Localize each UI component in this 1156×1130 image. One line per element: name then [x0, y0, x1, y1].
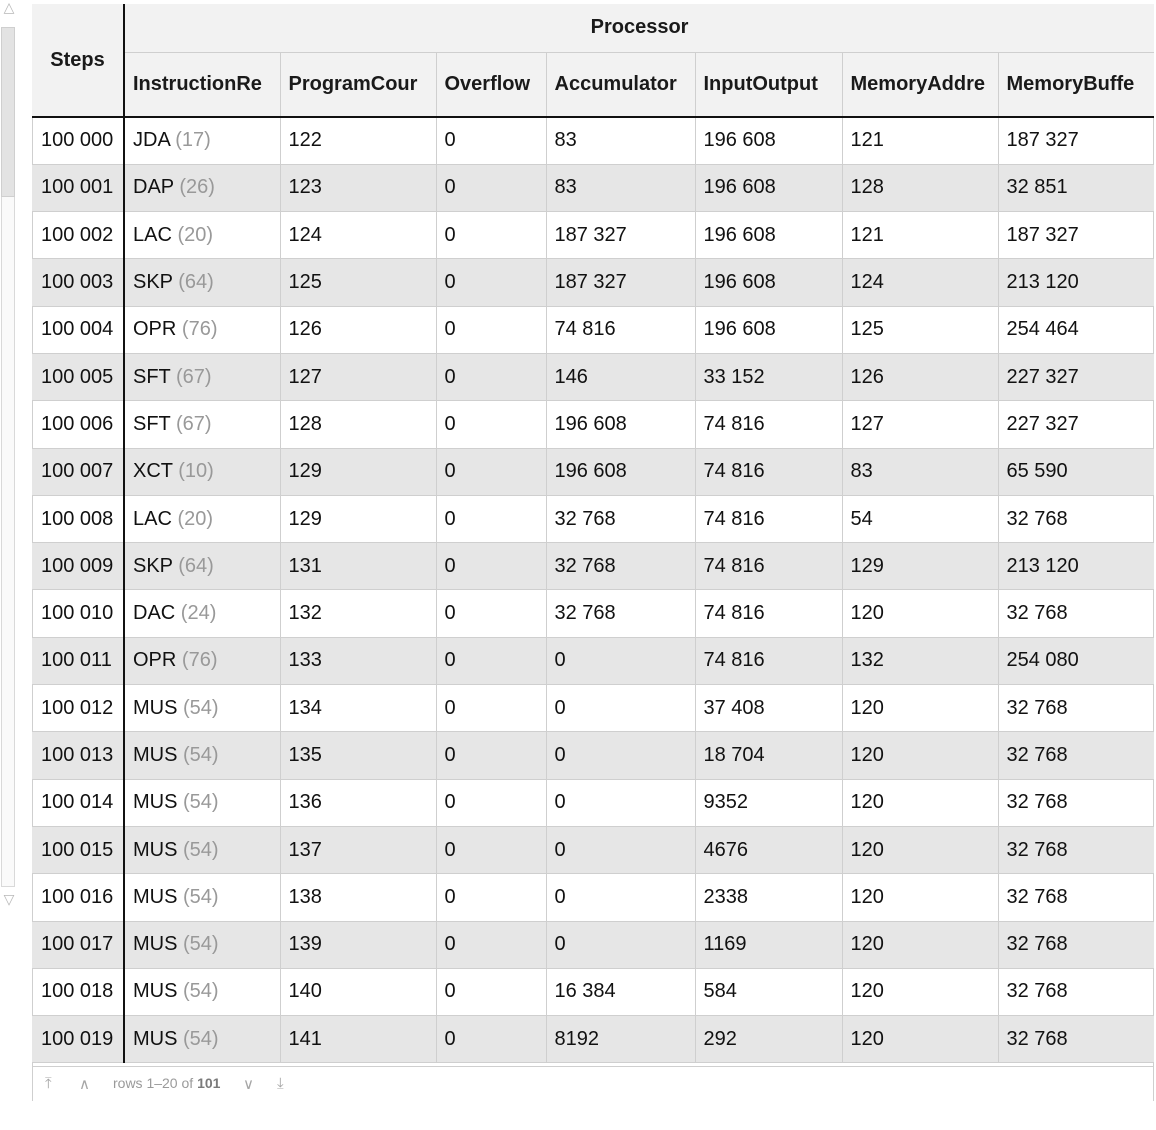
instruction-mnemonic: MUS [133, 744, 178, 766]
memory-buffer-cell: 32 768 [998, 968, 1154, 1015]
accumulator-cell: 0 [546, 732, 695, 779]
instruction-code: (26) [179, 176, 215, 199]
table-row [32, 637, 1154, 684]
instruction-cell [124, 732, 280, 779]
input-output-cell: 196 608 [695, 117, 842, 164]
step-cell: 100 010 [32, 590, 124, 637]
vertical-scrollbar[interactable] [0, 0, 18, 915]
accumulator-cell: 187 327 [546, 259, 695, 306]
table-row [32, 921, 1154, 968]
table-row [32, 353, 1154, 400]
overflow-cell: 0 [436, 259, 546, 306]
instruction-mnemonic: MUS [133, 696, 178, 719]
overflow-cell: 0 [436, 732, 546, 779]
instruction-cell [124, 117, 280, 164]
memory-buffer-cell: 213 120 [998, 259, 1154, 306]
input-output-cell: 74 816 [695, 495, 842, 542]
program-counter-cell: 131 [280, 543, 436, 590]
instruction-code: (64) [178, 554, 214, 577]
input-output-cell: 74 816 [695, 637, 842, 684]
memory-address-cell: 120 [842, 874, 998, 921]
input-output-cell: 1169 [695, 921, 842, 968]
table-row [32, 306, 1154, 353]
rows-total: 101 [197, 1075, 221, 1091]
memory-buffer-cell: 187 327 [998, 117, 1154, 164]
instruction-code: (54) [183, 838, 219, 861]
pagination-footer [33, 1066, 1153, 1101]
overflow-cell: 0 [436, 921, 546, 968]
memory-address-cell: 121 [842, 117, 998, 164]
memory-address-cell: 120 [842, 921, 998, 968]
memory-address-cell: 125 [842, 306, 998, 353]
step-cell: 100 006 [32, 401, 124, 448]
step-cell: 100 017 [32, 921, 124, 968]
rows-count [113, 1075, 220, 1091]
last-page-icon[interactable]: ⤓ [277, 1075, 284, 1092]
step-cell: 100 000 [32, 117, 124, 164]
memory-buffer-cell: 32 768 [998, 495, 1154, 542]
memory-buffer-cell: 32 768 [998, 874, 1154, 921]
program-counter-cell: 141 [280, 1016, 436, 1063]
step-cell: 100 007 [32, 448, 124, 495]
step-cell: 100 011 [32, 637, 124, 684]
instruction-code: (24) [180, 602, 217, 625]
instruction-cell [124, 779, 280, 826]
overflow-cell: 0 [436, 164, 546, 211]
accumulator-cell: 0 [546, 637, 695, 684]
rows-label: rows 1–20 of [113, 1075, 194, 1091]
instruction-mnemonic: JDA [133, 129, 170, 152]
instruction-cell [124, 164, 280, 211]
next-page-icon[interactable]: ∨ [243, 1076, 254, 1093]
memory-address-cell: 132 [842, 637, 998, 684]
instruction-code: (76) [181, 649, 218, 672]
memory-buffer-cell: 32 768 [998, 590, 1154, 637]
accumulator-cell: 0 [546, 779, 695, 826]
input-output-cell: 74 816 [695, 448, 842, 495]
accumulator-cell: 8192 [546, 1016, 695, 1063]
instruction-mnemonic: LAC [133, 223, 172, 246]
memory-address-cell: 128 [842, 164, 998, 211]
accumulator-cell: 83 [546, 164, 695, 211]
instruction-code: (54) [183, 696, 219, 719]
column-header-memory-buffer: MemoryBuffe [998, 52, 1154, 117]
program-counter-cell: 138 [280, 874, 436, 921]
memory-buffer-cell: 227 327 [998, 401, 1154, 448]
input-output-cell: 292 [695, 1016, 842, 1063]
scroll-up-icon[interactable]: △ [3, 0, 15, 16]
processor-table [32, 4, 1154, 1063]
instruction-code: (10) [178, 460, 214, 483]
instruction-code: (54) [183, 885, 219, 908]
input-output-cell: 196 608 [695, 259, 842, 306]
instruction-mnemonic: SFT [133, 412, 171, 435]
accumulator-cell: 32 768 [546, 495, 695, 542]
input-output-cell: 196 608 [695, 306, 842, 353]
instruction-code: (54) [183, 744, 219, 766]
instruction-cell [124, 353, 280, 400]
memory-address-cell: 120 [842, 732, 998, 779]
memory-address-cell: 127 [842, 401, 998, 448]
memory-buffer-cell: 187 327 [998, 212, 1154, 259]
steps-header: Steps [32, 4, 124, 117]
instruction-cell [124, 401, 280, 448]
accumulator-cell: 32 768 [546, 590, 695, 637]
table-row [32, 590, 1154, 637]
table-row [32, 401, 1154, 448]
accumulator-cell: 0 [546, 921, 695, 968]
overflow-cell: 0 [436, 495, 546, 542]
memory-buffer-cell: 32 768 [998, 826, 1154, 873]
accumulator-cell: 196 608 [546, 401, 695, 448]
step-cell: 100 019 [32, 1016, 124, 1063]
program-counter-cell: 135 [280, 732, 436, 779]
column-header-overflow: Overflow [436, 52, 546, 117]
step-cell: 100 009 [32, 543, 124, 590]
accumulator-cell: 187 327 [546, 212, 695, 259]
memory-address-cell: 120 [842, 968, 998, 1015]
instruction-mnemonic: DAP [133, 176, 174, 199]
table-row [32, 495, 1154, 542]
memory-buffer-cell: 32 768 [998, 779, 1154, 826]
step-cell: 100 015 [32, 826, 124, 873]
overflow-cell: 0 [436, 117, 546, 164]
input-output-cell: 33 152 [695, 353, 842, 400]
memory-buffer-cell: 32 851 [998, 164, 1154, 211]
instruction-cell [124, 259, 280, 306]
instruction-cell [124, 1016, 280, 1063]
overflow-cell: 0 [436, 1016, 546, 1063]
memory-address-cell: 120 [842, 685, 998, 732]
memory-address-cell: 120 [842, 826, 998, 873]
table-row [32, 543, 1154, 590]
accumulator-cell: 196 608 [546, 448, 695, 495]
program-counter-cell: 137 [280, 826, 436, 873]
instruction-code: (67) [175, 412, 212, 435]
instruction-mnemonic: OPR [133, 649, 177, 672]
instruction-mnemonic: DAC [133, 602, 176, 625]
accumulator-cell: 16 384 [546, 968, 695, 1015]
scroll-thumb[interactable] [1, 27, 15, 197]
input-output-cell: 74 816 [695, 543, 842, 590]
accumulator-cell: 0 [546, 685, 695, 732]
instruction-code: (54) [183, 933, 219, 956]
table-row [32, 779, 1154, 826]
instruction-mnemonic: MUS [133, 791, 178, 814]
step-cell: 100 004 [32, 306, 124, 353]
instruction-cell [124, 590, 280, 637]
input-output-cell: 584 [695, 968, 842, 1015]
memory-buffer-cell: 32 768 [998, 732, 1154, 779]
program-counter-cell: 132 [280, 590, 436, 637]
program-counter-cell: 136 [280, 779, 436, 826]
step-cell: 100 013 [32, 732, 124, 779]
step-cell: 100 001 [32, 164, 124, 211]
instruction-mnemonic: MUS [133, 885, 178, 908]
instruction-cell [124, 968, 280, 1015]
instruction-mnemonic: SFT [133, 365, 171, 388]
processor-group-header: Processor [124, 4, 1154, 52]
overflow-cell: 0 [436, 968, 546, 1015]
instruction-mnemonic: MUS [133, 933, 178, 956]
instruction-cell [124, 637, 280, 684]
input-output-cell: 37 408 [695, 685, 842, 732]
instruction-code: (17) [175, 129, 211, 152]
instruction-code: (54) [183, 980, 219, 1003]
memory-buffer-cell: 32 768 [998, 921, 1154, 968]
instruction-code: (54) [183, 791, 219, 814]
instruction-cell [124, 874, 280, 921]
memory-address-cell: 83 [842, 448, 998, 495]
overflow-cell: 0 [436, 401, 546, 448]
input-output-cell: 74 816 [695, 590, 842, 637]
overflow-cell: 0 [436, 448, 546, 495]
instruction-code: (54) [183, 1027, 219, 1050]
column-header-instruction: InstructionRe [124, 52, 280, 117]
table-row [32, 826, 1154, 873]
accumulator-cell: 146 [546, 353, 695, 400]
step-cell: 100 016 [32, 874, 124, 921]
instruction-mnemonic: LAC [133, 507, 172, 530]
memory-address-cell: 120 [842, 1016, 998, 1063]
table-row [32, 968, 1154, 1015]
input-output-cell: 4676 [695, 826, 842, 873]
column-header-accumulator: Accumulator [546, 52, 695, 117]
instruction-mnemonic: SKP [133, 271, 173, 294]
instruction-cell [124, 543, 280, 590]
program-counter-cell: 140 [280, 968, 436, 1015]
memory-buffer-cell: 254 080 [998, 637, 1154, 684]
step-cell: 100 014 [32, 779, 124, 826]
program-counter-cell: 134 [280, 685, 436, 732]
instruction-cell [124, 306, 280, 353]
overflow-cell: 0 [436, 685, 546, 732]
table-row [32, 117, 1154, 164]
memory-buffer-cell: 32 768 [998, 685, 1154, 732]
overflow-cell: 0 [436, 637, 546, 684]
step-cell: 100 012 [32, 685, 124, 732]
program-counter-cell: 125 [280, 259, 436, 306]
table-row [32, 685, 1154, 732]
memory-address-cell: 129 [842, 543, 998, 590]
memory-buffer-cell: 32 768 [998, 1016, 1154, 1063]
step-cell: 100 008 [32, 495, 124, 542]
program-counter-cell: 139 [280, 921, 436, 968]
instruction-mnemonic: MUS [133, 1027, 178, 1050]
input-output-cell: 9352 [695, 779, 842, 826]
accumulator-cell: 83 [546, 117, 695, 164]
table-row [32, 1016, 1154, 1063]
instruction-code: (76) [181, 318, 218, 341]
instruction-mnemonic: SKP [133, 554, 173, 577]
instruction-code: (64) [178, 271, 214, 294]
step-cell: 100 005 [32, 353, 124, 400]
step-cell: 100 018 [32, 968, 124, 1015]
program-counter-cell: 123 [280, 164, 436, 211]
accumulator-cell: 0 [546, 874, 695, 921]
step-cell: 100 002 [32, 212, 124, 259]
overflow-cell: 0 [436, 590, 546, 637]
program-counter-cell: 126 [280, 306, 436, 353]
table-row [32, 448, 1154, 495]
instruction-mnemonic: MUS [133, 980, 178, 1003]
instruction-cell [124, 685, 280, 732]
memory-address-cell: 120 [842, 590, 998, 637]
first-page-icon[interactable]: ⤒ [45, 1075, 52, 1092]
instruction-code: (67) [175, 365, 212, 388]
instruction-cell [124, 826, 280, 873]
program-counter-cell: 129 [280, 495, 436, 542]
program-counter-cell: 133 [280, 637, 436, 684]
table-row [32, 259, 1154, 306]
instruction-cell [124, 212, 280, 259]
instruction-cell [124, 495, 280, 542]
instruction-mnemonic: OPR [133, 318, 177, 341]
instruction-mnemonic: MUS [133, 838, 178, 861]
column-header-memory-address: MemoryAddre [842, 52, 998, 117]
memory-address-cell: 54 [842, 495, 998, 542]
memory-address-cell: 124 [842, 259, 998, 306]
overflow-cell: 0 [436, 826, 546, 873]
instruction-cell [124, 921, 280, 968]
program-counter-cell: 129 [280, 448, 436, 495]
table-row [32, 164, 1154, 211]
program-counter-cell: 122 [280, 117, 436, 164]
accumulator-cell: 74 816 [546, 306, 695, 353]
input-output-cell: 196 608 [695, 212, 842, 259]
program-counter-cell: 124 [280, 212, 436, 259]
memory-address-cell: 120 [842, 779, 998, 826]
input-output-cell: 196 608 [695, 164, 842, 211]
accumulator-cell: 32 768 [546, 543, 695, 590]
step-cell: 100 003 [32, 259, 124, 306]
overflow-cell: 0 [436, 212, 546, 259]
program-counter-cell: 128 [280, 401, 436, 448]
memory-buffer-cell: 254 464 [998, 306, 1154, 353]
memory-buffer-cell: 65 590 [998, 448, 1154, 495]
program-counter-cell: 127 [280, 353, 436, 400]
memory-buffer-cell: 227 327 [998, 353, 1154, 400]
overflow-cell: 0 [436, 543, 546, 590]
column-header-program-counter: ProgramCour [280, 52, 436, 117]
overflow-cell: 0 [436, 353, 546, 400]
input-output-cell: 74 816 [695, 401, 842, 448]
instruction-mnemonic: XCT [133, 460, 173, 483]
memory-address-cell: 121 [842, 212, 998, 259]
table-row [32, 212, 1154, 259]
table-row [32, 732, 1154, 779]
table-row [32, 874, 1154, 921]
accumulator-cell: 0 [546, 826, 695, 873]
memory-buffer-cell: 213 120 [998, 543, 1154, 590]
memory-address-cell: 126 [842, 353, 998, 400]
overflow-cell: 0 [436, 874, 546, 921]
scroll-down-icon[interactable]: ▽ [3, 892, 15, 908]
overflow-cell: 0 [436, 306, 546, 353]
input-output-cell: 2338 [695, 874, 842, 921]
instruction-cell [124, 448, 280, 495]
instruction-code: (20) [177, 507, 214, 530]
instruction-code: (20) [177, 223, 214, 246]
input-output-cell: 18 704 [695, 732, 842, 779]
column-header-input-output: InputOutput [695, 52, 842, 117]
previous-page-icon[interactable]: ∧ [79, 1076, 90, 1093]
overflow-cell: 0 [436, 779, 546, 826]
